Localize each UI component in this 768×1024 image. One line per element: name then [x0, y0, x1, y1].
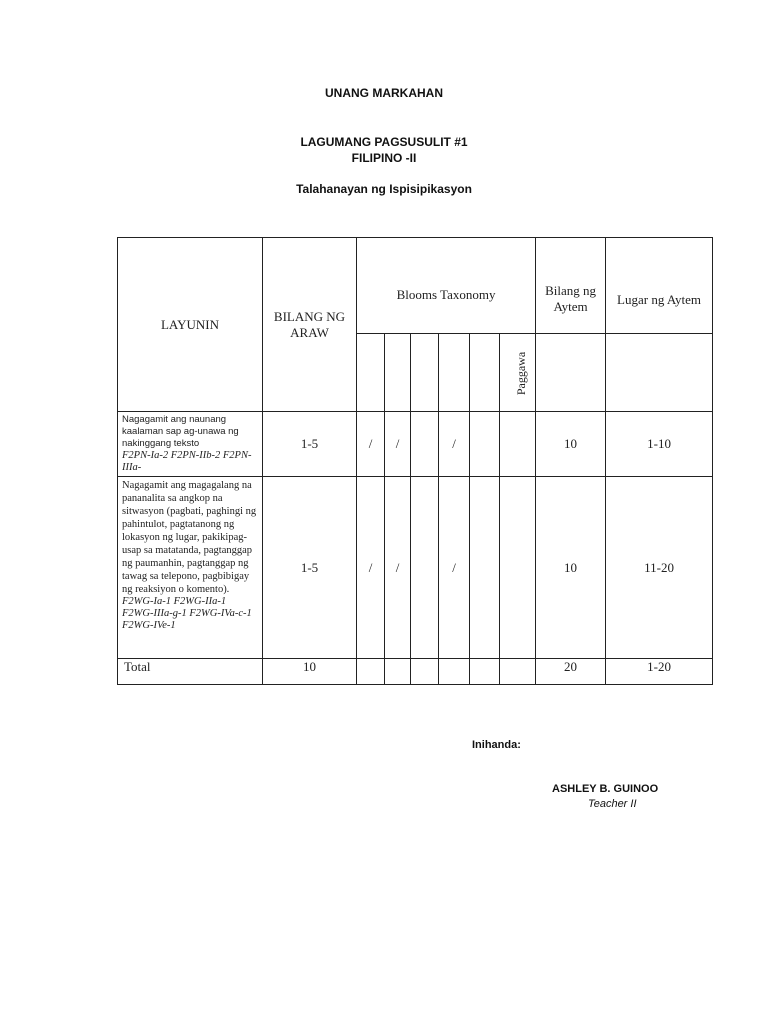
bilang-ng-aytem-sub	[536, 334, 606, 412]
blooms-sub-2	[385, 334, 411, 412]
preparer-position: Teacher II	[588, 798, 637, 810]
blooms-sub-5	[470, 334, 500, 412]
mark-cell	[500, 412, 536, 477]
mark-cell: /	[439, 477, 470, 659]
araw-cell: 1-5	[263, 412, 357, 477]
layunin-cell: Nagagamit ang magagalang na pananalita sa angkop na sitwasyon (pagbati, paghingi ng pahintulot, pagtatanong ng lokasyon ng lugar, pakikipag-usap sa matatanda, pagtanggap ng paumanhin, pagtanggap ng tawag sa telepono, pagbibigay ng reaksiyon o komento). F2WG-Ia-1 F2WG-IIa-1 F2WG-IIIa-g-1 F2WG-IVa-c-1 F2WG-IVe-1	[118, 477, 263, 659]
total-lugar: 1-20	[606, 659, 713, 685]
lugar-ng-aytem-sub	[606, 334, 713, 412]
blooms-sub-4	[439, 334, 470, 412]
total-empty	[411, 659, 439, 685]
mark-cell	[411, 477, 439, 659]
mark-cell	[470, 477, 500, 659]
lugar-cell: 1-10	[606, 412, 713, 477]
specification-table	[117, 237, 713, 685]
bilang-cell: 10	[536, 412, 606, 477]
preparer-name: ASHLEY B. GUINOO	[552, 783, 659, 795]
test-title: LAGUMANG PAGSUSULIT #1	[300, 135, 468, 149]
total-empty	[470, 659, 500, 685]
bilang-ng-aytem-header: Bilang ng Aytem	[536, 238, 606, 334]
bilang-cell: 10	[536, 477, 606, 659]
table-row	[118, 477, 713, 659]
quarter-heading: UNANG MARKAHAN	[325, 86, 443, 100]
layunin-cell: Nagagamit ang naunang kaalaman sap ag-unawa ng nakinggang teksto F2PN-Ia-2 F2PN-IIb-2 F2PN-IIIa-	[118, 412, 263, 477]
blooms-sub-1	[357, 334, 385, 412]
total-empty	[500, 659, 536, 685]
mark-cell: /	[439, 412, 470, 477]
subject-title: FILIPINO -II	[351, 151, 417, 165]
araw-cell: 1-5	[263, 477, 357, 659]
total-empty	[439, 659, 470, 685]
prepared-label: Inihanda:	[472, 739, 521, 751]
mark-cell: /	[357, 412, 385, 477]
total-label: Total	[118, 659, 263, 685]
table-title: Talahanayan ng Ispisipikasyon	[296, 182, 472, 196]
total-araw: 10	[263, 659, 357, 685]
total-empty	[385, 659, 411, 685]
total-empty	[357, 659, 385, 685]
lugar-cell: 11-20	[606, 477, 713, 659]
mark-cell: /	[385, 477, 411, 659]
lugar-ng-aytem-header: Lugar ng Aytem	[606, 238, 713, 334]
mark-cell	[500, 477, 536, 659]
blooms-sub-paggawa: Paggawa	[500, 334, 536, 412]
mark-cell: /	[357, 477, 385, 659]
mark-cell	[411, 412, 439, 477]
layunin-header: LAYUNIN	[118, 238, 263, 412]
blooms-taxonomy-header: Blooms Taxonomy	[357, 238, 536, 334]
total-row	[118, 659, 713, 685]
table-row	[118, 412, 713, 477]
bilang-ng-araw-header: BILANG NG ARAW	[263, 238, 357, 412]
total-bilang: 20	[536, 659, 606, 685]
mark-cell: /	[385, 412, 411, 477]
blooms-sub-3	[411, 334, 439, 412]
mark-cell	[470, 412, 500, 477]
